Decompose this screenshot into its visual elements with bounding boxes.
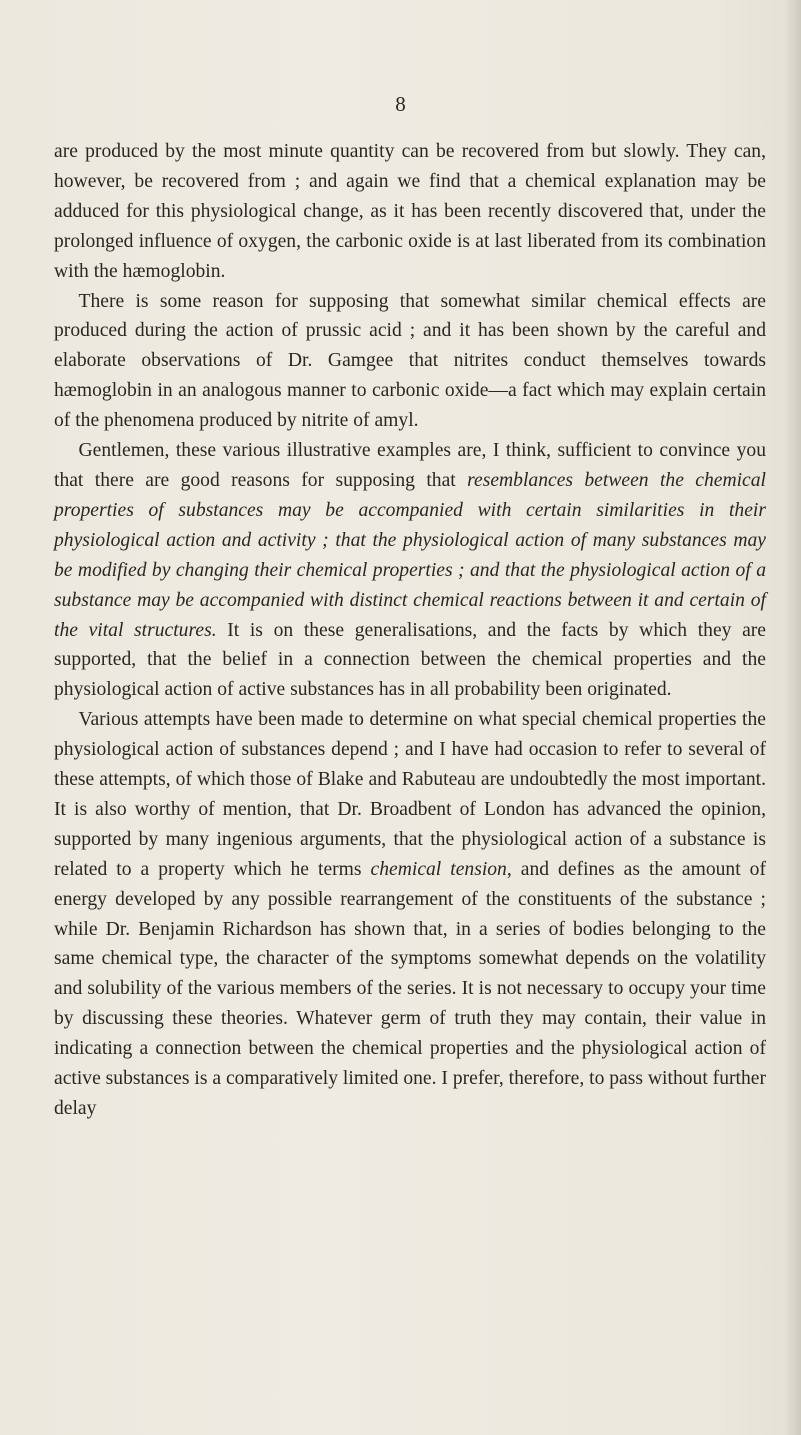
italic-text-run: resemblances between the chemical properties of substances may be accompanied with certain similarities in their physiological action and activity ; that the physiological action of many substances may be modified by changing their chemical properties ; and that the physiological action of a substance may be accompanied with distinct chemical reactions between it and certain of the vital structures. — [54, 469, 766, 641]
text-run: are produced by the most minute quantity can be recovered from but slowly. They can, however, be recovered from ; and again we find that a chemical explanation may be adduced for this physiological change, as it has been recently discovered that, under the prolonged influence of oxygen, the carbonic oxide is at last liberated from its combination with the hæmoglobin. — [54, 141, 766, 282]
italic-text-run: chemical tension — [370, 858, 507, 880]
text-run: Various attempts have been made to determine on what special chemical properties the physiological action of substances depend ; and I have had occasion to refer to several of these attempts, of which those of Blake and Rabuteau are undoubtedly the most important. It is also worthy of mention, that Dr. Broadbent of London has advanced the opinion, supported by many ingenious arguments, that the physiological action of a substance is related to a property which he terms — [54, 709, 766, 880]
page-number: 8 — [395, 92, 406, 116]
text-run: It is on these generalisations, and the facts by which they are supported, that the belief in a connection between the chemical properties and the physiological action of active substances has in all probability been originated. — [54, 619, 766, 701]
page-edge-shadow — [785, 0, 801, 1435]
text-run: , and defines as the amount of energy developed by any possible rearrangement of the constituents of the substance ; while Dr. Benjamin Richardson has shown that, in a series of bodies belonging to the same chemical type, the character of the symptoms somewhat depends on the volatility and solubility of the various members of the series. It is not necessary to occupy your time by discussing these theories. Whatever germ of truth they may contain, their value in indicating a connection between the chemical properties and the physiological action of active substances is a comparatively limited one. I prefer, therefore, to pass without further delay — [54, 858, 766, 1119]
paragraph — [54, 705, 766, 1124]
text-run: There is some reason for supposing that somewhat similar chemical effects are produced during the action of prussic acid ; and it has been shown by the careful and elaborate observations of Dr. Gamgee that nitrites conduct themselves towards hæmoglobin in an analogous manner to carbonic oxide—a fact which may explain certain of the phenomena produced by nitrite of amyl. — [54, 290, 766, 432]
paragraph — [54, 436, 766, 705]
body-text — [54, 137, 766, 1124]
paragraph — [54, 287, 766, 437]
text-run: Gentlemen, these various illustrative examples are, I think, sufficient to convince you that there are good reasons for supposing that — [54, 440, 766, 491]
paragraph — [54, 137, 766, 287]
